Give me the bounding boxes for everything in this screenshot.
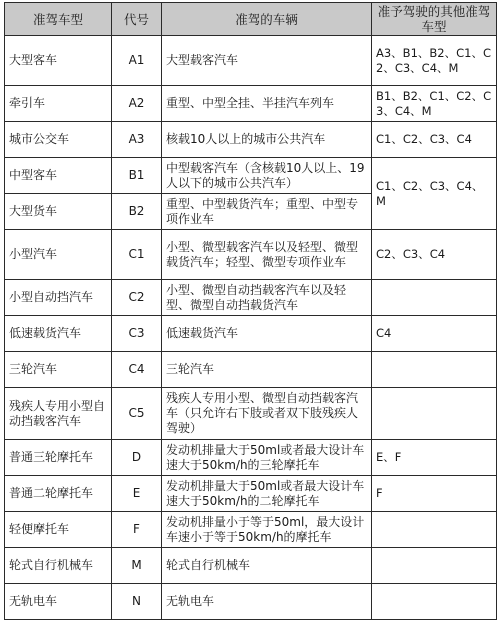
row-vehicles: 残疾人专用小型、微型自动挡载客汽车（只允许右下肢或者双下肢残疾人驾驶） — [162, 388, 372, 440]
table-row — [5, 352, 497, 388]
row-other: A3、B1、B2、C1、C2、C3、C4、M — [372, 36, 497, 86]
table-row — [5, 230, 497, 280]
row-type: 轻便摩托车 — [5, 512, 112, 548]
row-type: 低速载货汽车 — [5, 316, 112, 352]
row-vehicles: 发动机排量小于等于50ml，最大设计车速小于等于50km/h的摩托车 — [162, 512, 372, 548]
header-other: 准予驾驶的其他准驾车型 — [372, 3, 497, 36]
row-vehicles: 低速载货汽车 — [162, 316, 372, 352]
table-row — [5, 158, 497, 194]
row-type: 小型自动挡汽车 — [5, 280, 112, 316]
row-vehicles: 无轨电车 — [162, 584, 372, 620]
table-row — [5, 280, 497, 316]
row-type: 大型客车 — [5, 36, 112, 86]
row-type: 普通二轮摩托车 — [5, 476, 112, 512]
row-code: C1 — [112, 230, 162, 280]
row-code: C5 — [112, 388, 162, 440]
row-code: M — [112, 548, 162, 584]
row-vehicles: 重型、中型全挂、半挂汽车列车 — [162, 86, 372, 122]
table-row — [5, 512, 497, 548]
row-vehicles: 发动机排量大于50ml或者最大设计车速大于50km/h的二轮摩托车 — [162, 476, 372, 512]
table-row — [5, 86, 497, 122]
row-other: C4 — [372, 316, 497, 352]
row-other — [372, 280, 497, 316]
row-vehicles: 中型载客汽车（含核载10人以上、19人以下的城市公共汽车） — [162, 158, 372, 194]
table-row — [5, 440, 497, 476]
row-vehicles: 小型、微型载客汽车以及轻型、微型载货汽车；轻型、微型专项作业车 — [162, 230, 372, 280]
license-class-table — [4, 2, 497, 620]
row-code: A3 — [112, 122, 162, 158]
row-other: F — [372, 476, 497, 512]
row-vehicles: 发动机排量大于50ml或者最大设计车速大于50km/h的三轮摩托车 — [162, 440, 372, 476]
header-vehicles: 准驾的车辆 — [162, 3, 372, 36]
row-code: F — [112, 512, 162, 548]
row-code: N — [112, 584, 162, 620]
row-type: 轮式自行机械车 — [5, 548, 112, 584]
row-code: E — [112, 476, 162, 512]
row-vehicles: 大型载客汽车 — [162, 36, 372, 86]
table-row — [5, 316, 497, 352]
row-other: E、F — [372, 440, 497, 476]
row-type: 普通三轮摩托车 — [5, 440, 112, 476]
row-code: C4 — [112, 352, 162, 388]
row-vehicles: 重型、中型载货汽车；重型、中型专项作业车 — [162, 194, 372, 230]
row-type: 大型货车 — [5, 194, 112, 230]
row-other — [372, 352, 497, 388]
table-row — [5, 584, 497, 620]
row-other — [372, 388, 497, 440]
row-other — [372, 584, 497, 620]
table-row — [5, 388, 497, 440]
row-type: 无轨电车 — [5, 584, 112, 620]
row-type: 中型客车 — [5, 158, 112, 194]
table-row — [5, 476, 497, 512]
row-vehicles: 核载10人以上的城市公共汽车 — [162, 122, 372, 158]
row-code: D — [112, 440, 162, 476]
row-code: C2 — [112, 280, 162, 316]
table-row — [5, 548, 497, 584]
row-type: 牵引车 — [5, 86, 112, 122]
table-header-row — [5, 3, 497, 36]
row-vehicles: 小型、微型自动挡载客汽车以及轻型、微型自动挡载货汽车 — [162, 280, 372, 316]
header-type: 准驾车型 — [5, 3, 112, 36]
row-other: B1、B2、C1、C2、C3、C4、M — [372, 86, 497, 122]
row-other: C1、C2、C3、C4、M — [372, 158, 497, 230]
row-vehicles: 三轮汽车 — [162, 352, 372, 388]
row-other: C2、C3、C4 — [372, 230, 497, 280]
row-code: C3 — [112, 316, 162, 352]
header-code: 代号 — [112, 3, 162, 36]
table-row — [5, 122, 497, 158]
row-other — [372, 548, 497, 584]
row-code: B2 — [112, 194, 162, 230]
table-row — [5, 36, 497, 86]
row-type: 小型汽车 — [5, 230, 112, 280]
row-other: C1、C2、C3、C4 — [372, 122, 497, 158]
row-type: 城市公交车 — [5, 122, 112, 158]
row-type: 三轮汽车 — [5, 352, 112, 388]
row-code: A2 — [112, 86, 162, 122]
row-code: B1 — [112, 158, 162, 194]
row-other — [372, 512, 497, 548]
row-code: A1 — [112, 36, 162, 86]
row-type: 残疾人专用小型自动挡载客汽车 — [5, 388, 112, 440]
row-vehicles: 轮式自行机械车 — [162, 548, 372, 584]
